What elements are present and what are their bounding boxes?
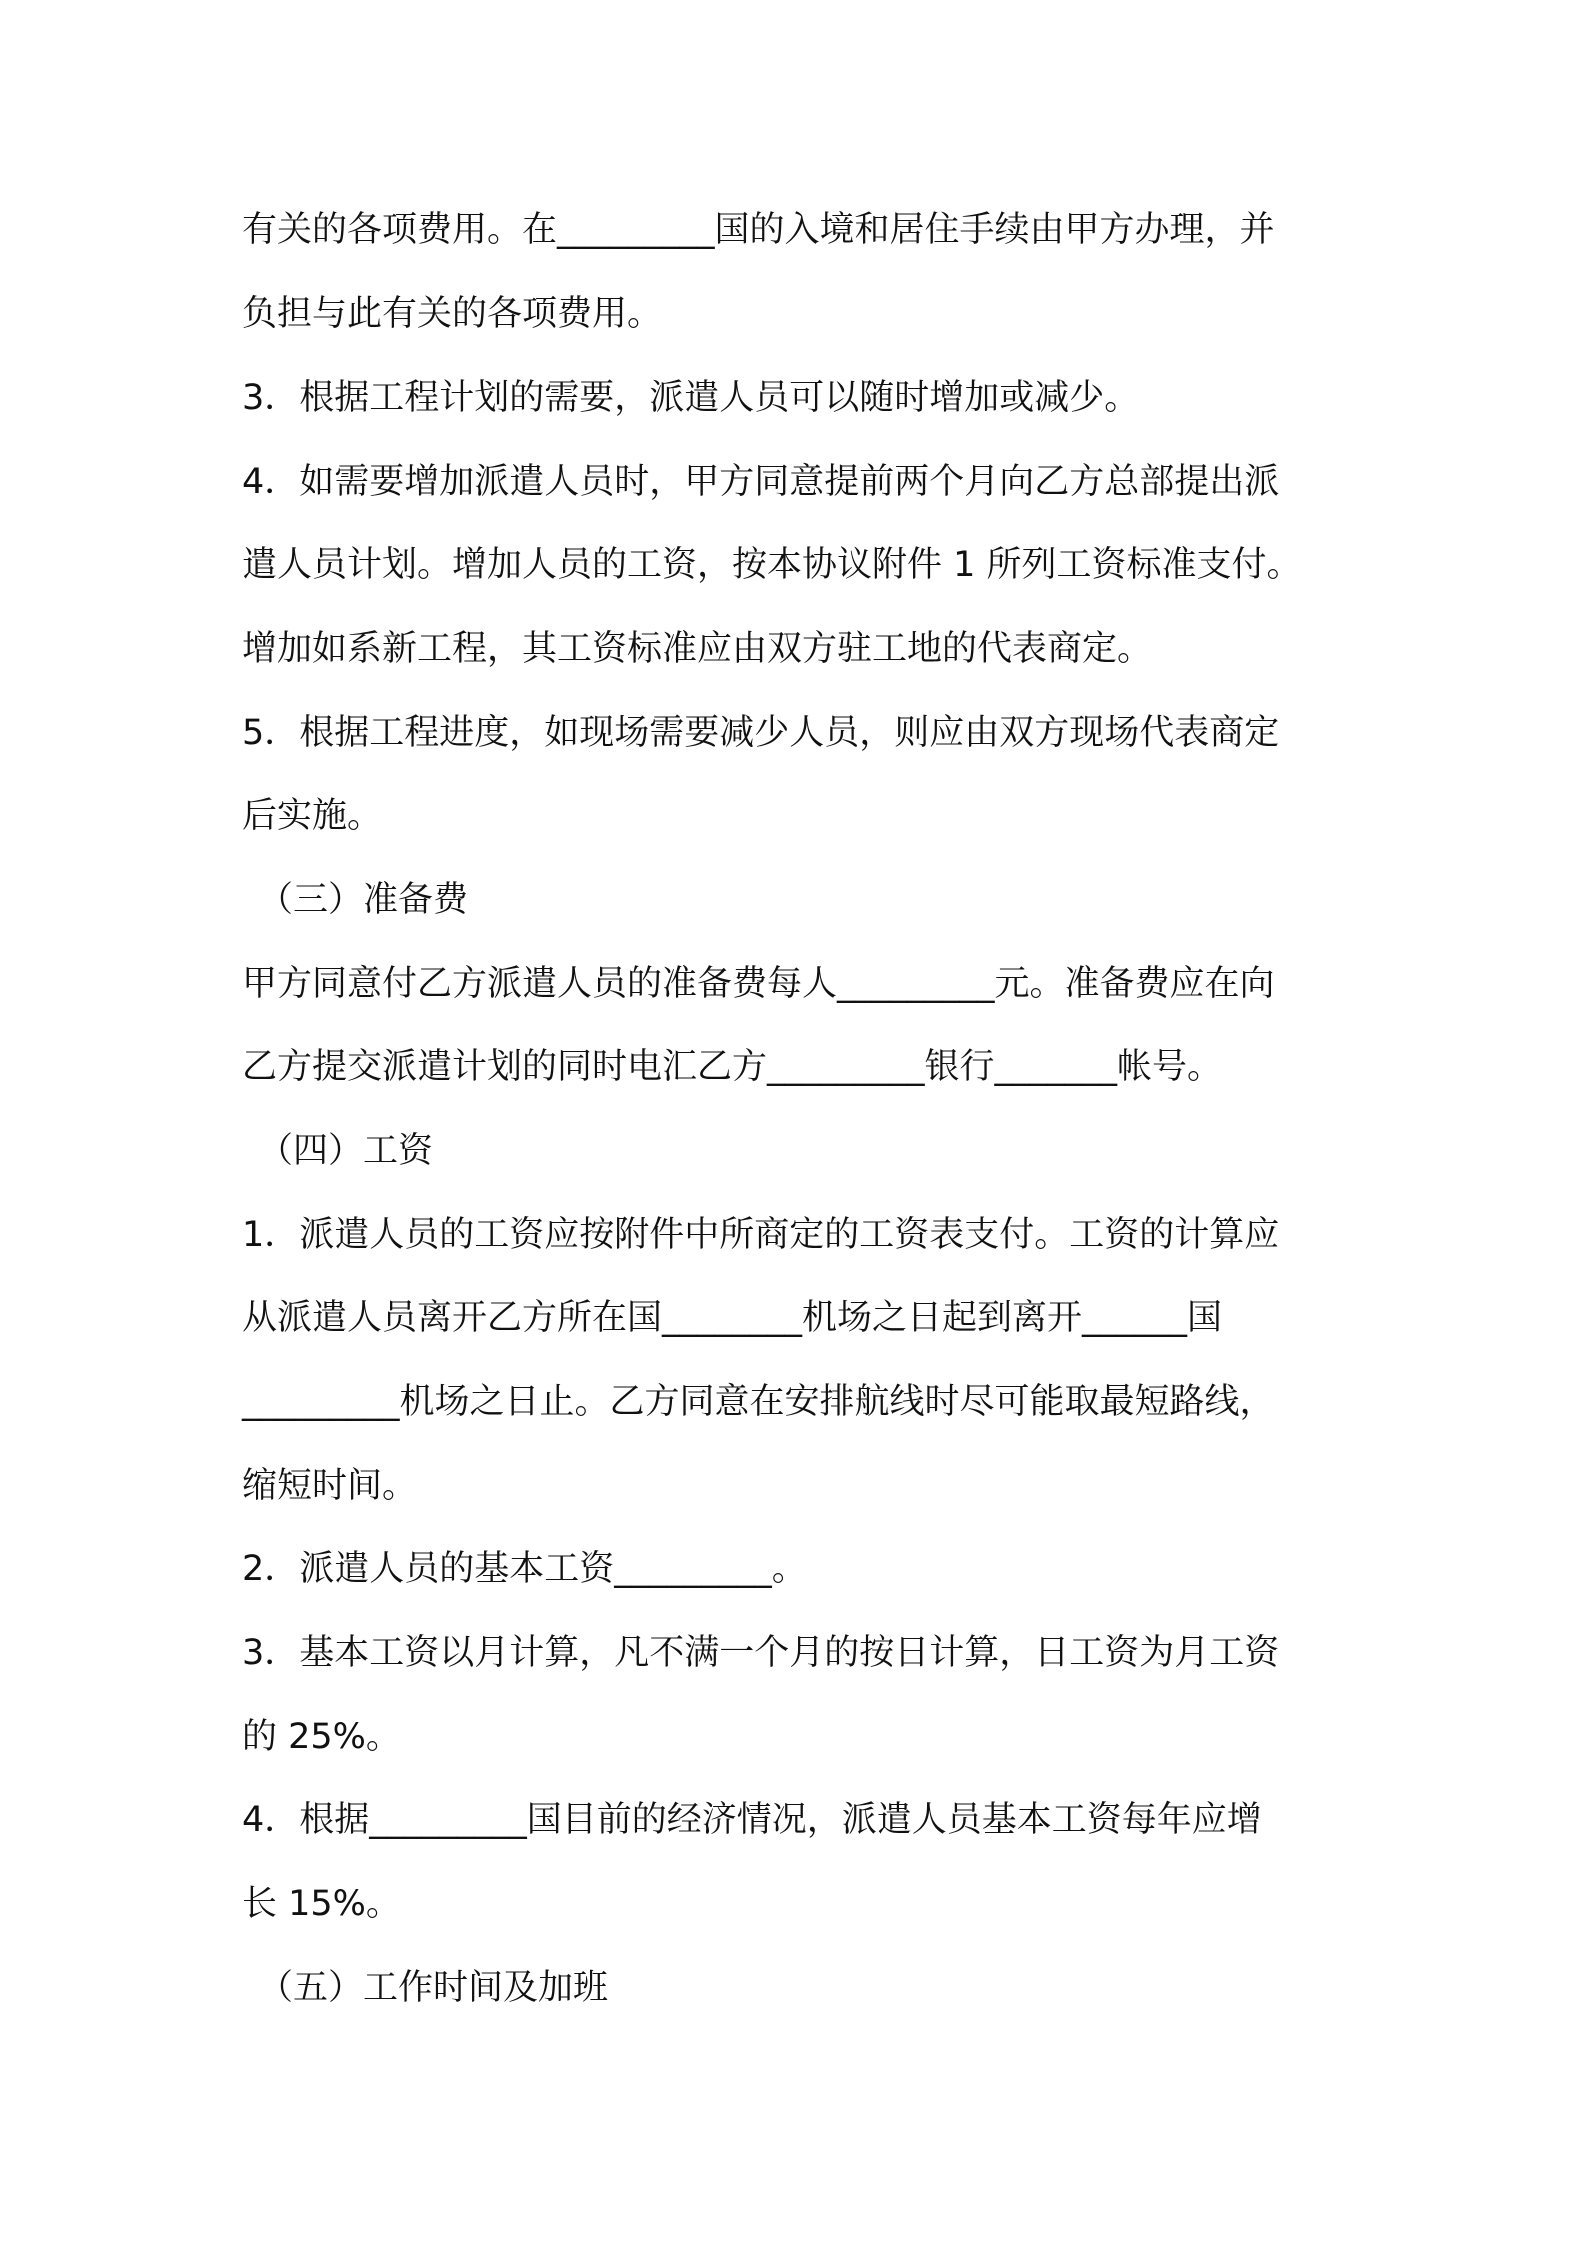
text-line: 遣人员计划。增加人员的工资，按本协议附件 1 所列工资标准支付。 <box>242 545 1302 585</box>
text-line: 长 15%。 <box>242 1884 401 1924</box>
text-line: 增加如系新工程，其工资标准应由双方驻工地的代表商定。 <box>242 629 1153 669</box>
text-line: 3．基本工资以月计算，凡不满一个月的按日计算，日工资为月工资 <box>242 1633 1280 1673</box>
section-heading: （五）工作时间及加班 <box>258 1968 609 2008</box>
text-line: 4．根据_________国目前的经济情况，派遣人员基本工资每年应增 <box>242 1800 1262 1840</box>
text-line: 的 25%。 <box>242 1717 401 1757</box>
text-line: _________机场之日止。乙方同意在安排航线时尽可能取最短路线， <box>242 1382 1275 1422</box>
text-line: 有关的各项费用。在_________国的入境和居住手续由甲方办理，并 <box>242 210 1275 250</box>
text-line: 缩短时间。 <box>242 1466 418 1506</box>
text-line: 2．派遣人员的基本工资_________。 <box>242 1549 807 1589</box>
text-line: 从派遣人员离开乙方所在国________机场之日起到离开______国 <box>242 1298 1223 1338</box>
section-heading: （三）准备费 <box>258 880 469 920</box>
text-line: 负担与此有关的各项费用。 <box>242 294 663 334</box>
text-line: 3．根据工程计划的需要，派遣人员可以随时增加或减少。 <box>242 378 1140 418</box>
section-heading: （四）工资 <box>258 1131 434 1171</box>
text-line: 5．根据工程进度，如现场需要减少人员，则应由双方现场代表商定 <box>242 713 1280 753</box>
text-line: 4．如需要增加派遣人员时，甲方同意提前两个月向乙方总部提出派 <box>242 462 1280 502</box>
text-line: 后实施。 <box>242 796 383 836</box>
text-line: 甲方同意付乙方派遣人员的准备费每人_________元。准备费应在向 <box>242 964 1275 1004</box>
text-line: 1．派遣人员的工资应按附件中所商定的工资表支付。工资的计算应 <box>242 1215 1280 1255</box>
text-line: 乙方提交派遣计划的同时电汇乙方_________银行_______帐号。 <box>242 1047 1223 1087</box>
